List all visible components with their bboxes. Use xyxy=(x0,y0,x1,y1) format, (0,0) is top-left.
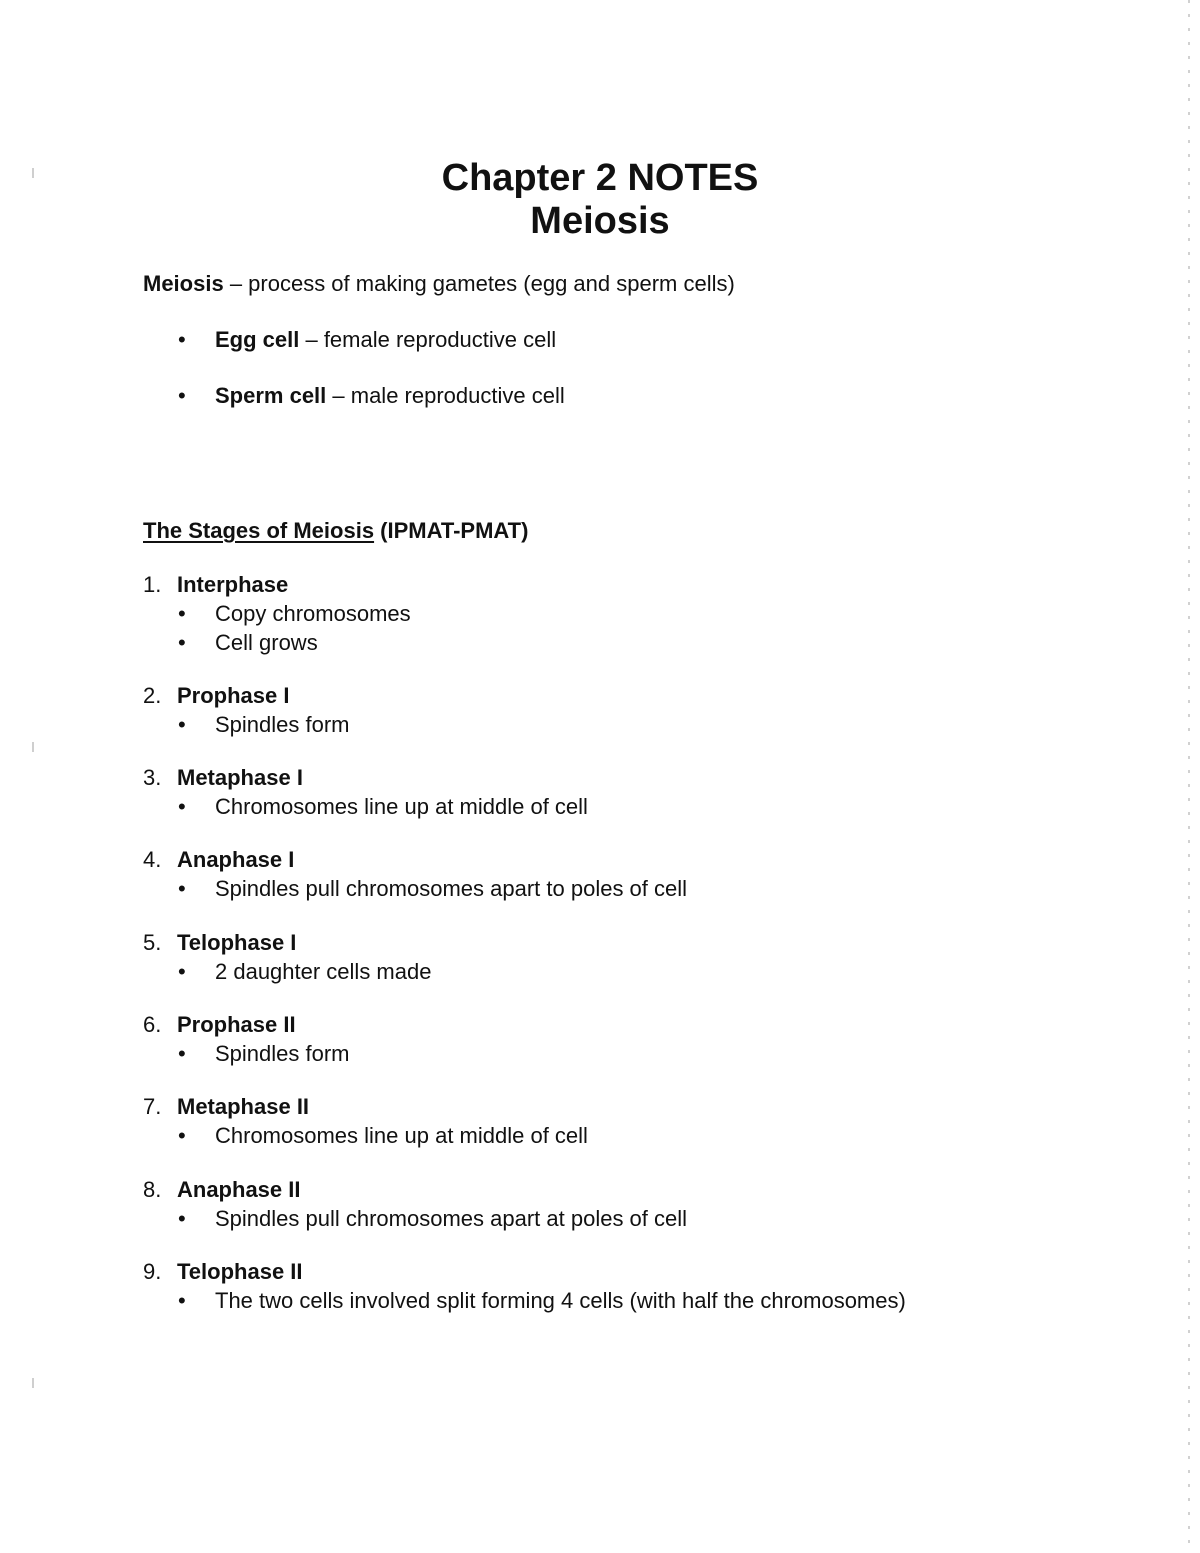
stage-bullet-text: Spindles pull chromosomes apart to poles of cell xyxy=(215,876,688,901)
stage-bullet xyxy=(178,1287,906,1315)
stage-bullet-text: Copy chromosomes xyxy=(215,601,411,626)
bullet-text: – male reproductive cell xyxy=(326,383,565,408)
stage-name: Telophase II xyxy=(177,1259,303,1284)
stage-bullet-text: Chromosomes line up at middle of cell xyxy=(215,1123,588,1148)
stage-name: Prophase II xyxy=(177,1012,296,1037)
stage-title xyxy=(143,929,296,957)
stage-title xyxy=(143,1176,300,1204)
stage-bullet xyxy=(178,1040,350,1068)
definition-bullet xyxy=(178,382,565,410)
stage-number: 7. xyxy=(143,1094,162,1119)
page-subtitle: Meiosis xyxy=(530,200,670,242)
stage-bullet-text: Cell grows xyxy=(215,630,318,655)
stage-number: 2. xyxy=(143,683,162,708)
stage-name: Metaphase I xyxy=(177,765,303,790)
definition-text: – process of making gametes (egg and sperm cells) xyxy=(223,271,735,296)
stage-bullet xyxy=(178,875,687,903)
meiosis-definition xyxy=(143,270,735,298)
stage-title xyxy=(143,1011,296,1039)
stage-title xyxy=(143,1258,303,1286)
stage-name: Anaphase I xyxy=(177,847,295,872)
bullet-icon: • xyxy=(178,1206,186,1231)
bullet-icon: • xyxy=(178,876,186,901)
stage-name: Metaphase II xyxy=(177,1094,310,1119)
bullet-icon: • xyxy=(178,1041,186,1066)
bullet-term: Sperm cell xyxy=(215,383,327,408)
bullet-icon: • xyxy=(178,601,186,626)
stage-number: 5. xyxy=(143,930,162,955)
stage-bullet-text: Spindles pull chromosomes apart at poles of cell xyxy=(215,1206,688,1231)
stage-name: Prophase I xyxy=(177,683,290,708)
bullet-term: Egg cell xyxy=(215,327,300,352)
bullet-text: – female reproductive cell xyxy=(299,327,557,352)
stage-bullet xyxy=(178,793,588,821)
bullet-icon: • xyxy=(178,383,186,408)
stage-bullet xyxy=(178,629,318,657)
bullet-icon: • xyxy=(178,327,186,352)
stage-bullet xyxy=(178,1205,687,1233)
stage-number: 1. xyxy=(143,572,162,597)
stage-bullet-text: Spindles form xyxy=(215,1041,350,1066)
stage-bullet xyxy=(178,958,431,986)
definition-term: Meiosis xyxy=(143,271,224,296)
stage-title xyxy=(143,571,288,599)
stage-number: 8. xyxy=(143,1177,162,1202)
stages-heading-suffix: (IPMAT-PMAT) xyxy=(374,518,529,543)
stage-name: Telophase I xyxy=(177,930,297,955)
stages-heading-underlined: The Stages of Meiosis xyxy=(143,518,375,543)
stage-bullet-text: Chromosomes line up at middle of cell xyxy=(215,794,588,819)
stages-heading xyxy=(143,517,528,545)
bullet-icon: • xyxy=(178,1123,186,1148)
stage-number: 4. xyxy=(143,847,162,872)
stage-title xyxy=(143,764,303,792)
scan-speck xyxy=(32,742,34,752)
definition-bullet xyxy=(178,326,556,354)
stage-bullet xyxy=(178,711,350,739)
stage-number: 6. xyxy=(143,1012,162,1037)
bullet-icon: • xyxy=(178,959,186,984)
stage-name: Anaphase II xyxy=(177,1177,301,1202)
bullet-icon: • xyxy=(178,794,186,819)
bullet-icon: • xyxy=(178,712,186,737)
stage-title xyxy=(143,846,294,874)
page-title: Chapter 2 NOTES xyxy=(441,157,759,199)
stage-bullet xyxy=(178,600,411,628)
stage-number: 9. xyxy=(143,1259,162,1284)
stage-bullet-text: 2 daughter cells made xyxy=(215,959,432,984)
stage-title xyxy=(143,1093,309,1121)
stage-bullet xyxy=(178,1122,588,1150)
bullet-icon: • xyxy=(178,630,186,655)
stage-bullet-text: Spindles form xyxy=(215,712,350,737)
scan-speck xyxy=(32,1378,34,1388)
bullet-icon: • xyxy=(178,1288,186,1313)
stage-title xyxy=(143,682,289,710)
stage-bullet-text: The two cells involved split forming 4 cells (with half the chromosomes) xyxy=(215,1288,906,1313)
stage-number: 3. xyxy=(143,765,162,790)
stage-name: Interphase xyxy=(177,572,289,597)
